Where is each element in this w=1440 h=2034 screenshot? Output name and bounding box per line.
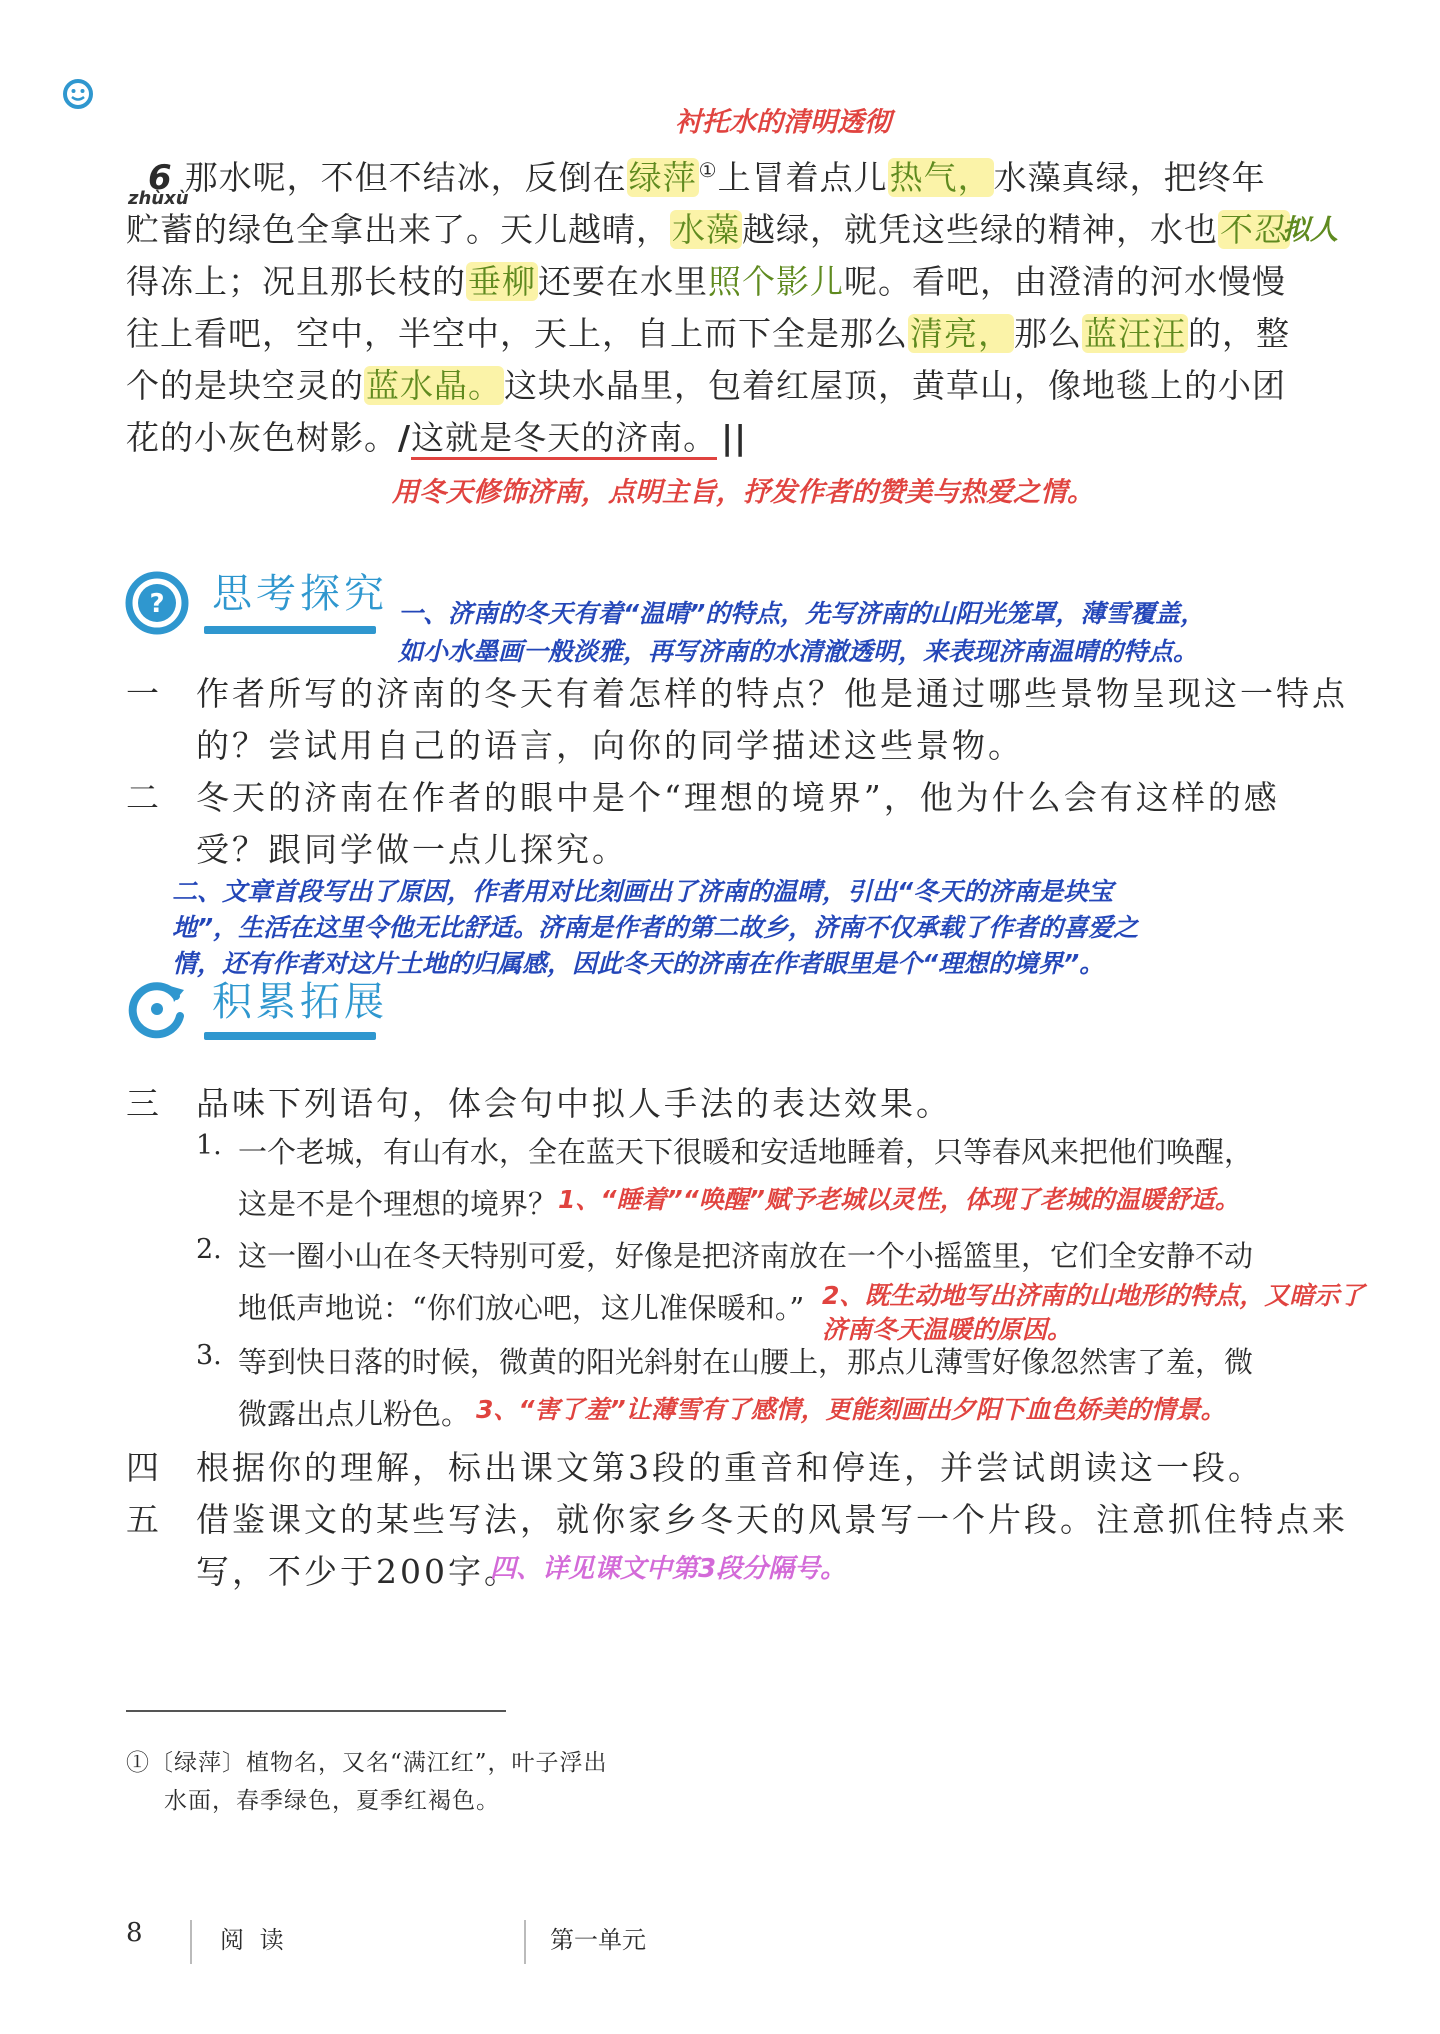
question-4-text: 根据你的理解，标出课文第3段的重音和停连，并尝试朗读这一段。 <box>196 1448 1264 1487</box>
text: 得冻上；况且那长枝的 <box>126 262 466 301</box>
text: 的，整 <box>1188 314 1290 353</box>
annotation-answer-2a: 二、文章首段写出了原因，作者用对比刻画出了济南的温晴，引出“冬天的济南是块宝 <box>172 877 1114 906</box>
highlight: 蓝水晶。 <box>366 366 502 405</box>
pinyin-annotation: zhùxù <box>128 188 189 209</box>
pause-mark: / <box>398 418 412 457</box>
text: 那水呢，不但不结冰，反倒在 <box>184 158 627 197</box>
question-1-line-1: 作者所写的济南的冬天有着怎样的特点？他是通过哪些景物呈现这一特点 <box>196 674 1348 713</box>
sentence-2-line-2: 地低声地说：“你们放心吧，这儿准保暖和。” <box>238 1291 805 1325</box>
page-number: 8 <box>126 1918 143 1948</box>
text: 花的小灰色树影。 <box>126 418 398 457</box>
paragraph-line-3 <box>126 256 1286 303</box>
annotation-under: 用冬天修饰济南，点明主旨，抒发作者的赞美与热爱之情。 <box>392 477 1094 508</box>
highlight: 蓝汪汪 <box>1084 314 1186 353</box>
text: 那么 <box>1014 314 1082 353</box>
underlined-text: 这就是冬天的济南。 <box>411 418 717 460</box>
question-icon <box>124 570 190 636</box>
annotation-answer-1b: 如小水墨画一般淡雅，再写济南的水清澈透明，来表现济南温晴的特点。 <box>398 637 1199 666</box>
sentence-1-line-2: 这是不是个理想的境界？ <box>238 1187 558 1221</box>
question-2-line-1: 冬天的济南在作者的眼中是个“理想的境界”，他为什么会有这样的感 <box>196 778 1280 817</box>
highlight: 水藻 <box>672 210 740 249</box>
section-title-think: 思考探究 <box>212 571 388 617</box>
section-underline <box>204 626 376 634</box>
highlight: 垂柳 <box>468 262 536 301</box>
sentence-3-line-2: 微露出点儿粉色。 <box>238 1397 471 1431</box>
text: 呢。看吧，由澄清的河水慢慢 <box>844 262 1286 301</box>
paragraph-line-4 <box>126 308 1290 355</box>
text: 水藻真绿，把终年 <box>993 158 1266 197</box>
paragraph-line-6 <box>126 412 747 459</box>
highlight: 不忍 <box>1220 210 1288 249</box>
question-3-text: 品味下列语句，体会句中拟人手法的表达效果。 <box>196 1084 952 1123</box>
green-text: 照个影儿 <box>708 262 844 301</box>
question-4-number: 四 <box>126 1448 163 1487</box>
annotation-answer-2b: 地”，生活在这里令他无比舒适。济南是作者的第二故乡，济南不仅承载了作者的喜爱之 <box>172 913 1139 942</box>
question-2-number: 二 <box>126 778 163 817</box>
sentence-3-number: 3. <box>196 1340 222 1371</box>
pause-mark: || <box>721 418 748 457</box>
annotation-answer-2c: 情，还有作者对这片土地的归属感，因此冬天的济南在作者眼里是个“理想的境界”。 <box>172 949 1105 978</box>
sentence-1-number: 1. <box>196 1130 222 1161</box>
text: 越绿，就凭这些绿的精神，水也 <box>742 210 1218 249</box>
text: 个的是块空灵的 <box>126 366 364 405</box>
highlight: 清亮， <box>910 314 1012 353</box>
annotation-sentence-1: 1、“睡着”“唤醒”赋予老城以灵性，体现了老城的温暖舒适。 <box>558 1185 1240 1214</box>
text: 往上看吧，空中，半空中，天上，自上而下全是那么 <box>126 314 908 353</box>
footer-divider <box>190 1920 192 1964</box>
question-3-number: 三 <box>126 1084 163 1123</box>
paragraph-line-2 <box>126 204 1290 251</box>
footnote-ref: ① <box>698 158 718 182</box>
annotation-sentence-3: 3、“害了羞”让薄雪有了感情，更能刻画出夕阳下血色娇美的情景。 <box>476 1395 1226 1424</box>
footer-divider <box>524 1920 526 1964</box>
annotation-top: 衬托水的清明透彻 <box>675 107 891 138</box>
text: 这块水晶里，包着红屋顶，黄草山，像地毯上的小团 <box>504 366 1286 405</box>
paragraph-line-5 <box>126 360 1286 407</box>
annotation-personification: 拟人 <box>1282 213 1339 246</box>
text: 还要在水里 <box>538 262 708 301</box>
highlight: 热气， <box>889 158 992 197</box>
question-2-line-2: 受？跟同学做一点儿探究。 <box>196 830 628 869</box>
sentence-2-number: 2. <box>196 1234 222 1265</box>
question-5-line-1: 借鉴课文的某些写法，就你家乡冬天的风景写一个片段。注意抓住特点来 <box>196 1500 1348 1539</box>
sentence-3-line-1: 等到快日落的时候，微黄的阳光斜射在山腰上，那点儿薄雪好像忽然害了羞，微 <box>238 1345 1254 1379</box>
footnote-rule <box>126 1710 506 1712</box>
annotation-sentence-2a: 2、既生动地写出济南的山地形的特点，又暗示了 <box>822 1281 1365 1310</box>
refresh-icon <box>124 976 190 1042</box>
annotation-sentence-2b: 济南冬天温暖的原因。 <box>822 1315 1073 1344</box>
footer-section: 阅 读 <box>220 1926 288 1954</box>
question-5-line-2: 写，不少于200字。 <box>196 1552 520 1591</box>
footnote-line-1: ①〔绿萍〕植物名，又名“满江红”，叶子浮出 <box>126 1750 608 1776</box>
text: 上冒着点儿 <box>717 158 888 197</box>
highlight: 绿萍 <box>628 158 697 197</box>
question-5-number: 五 <box>126 1500 163 1539</box>
footer-unit: 第一单元 <box>550 1926 646 1954</box>
annotation-answer-1a: 一、济南的冬天有着“温晴”的特点，先写济南的山阳光笼罩，薄雪覆盖， <box>398 599 1206 628</box>
section-underline <box>204 1032 376 1040</box>
footnote-line-2: 水面，春季绿色，夏季红褐色。 <box>164 1788 500 1814</box>
svg-text:?: ? <box>149 589 165 619</box>
question-1-number: 一 <box>126 674 163 713</box>
paragraph-line-1 <box>148 152 1266 199</box>
paragraph-number: 6 <box>148 158 173 198</box>
sentence-2-line-1: 这一圈小山在冬天特别可爱，好像是把济南放在一个小摇篮里，它们全安静不动 <box>238 1239 1254 1273</box>
question-1-line-2: 的？尝试用自己的语言，向你的同学描述这些景物。 <box>196 726 1024 765</box>
annotation-question-4: 四、详见课文中第3段分隔号。 <box>490 1554 847 1584</box>
section-title-expand: 积累拓展 <box>212 979 388 1025</box>
smiley-icon <box>62 78 94 110</box>
text: 贮蓄的绿色全拿出来了。天儿越晴， <box>126 210 670 249</box>
sentence-1-line-1: 一个老城，有山有水，全在蓝天下很暖和安适地睡着，只等春风来把他们唤醒， <box>238 1135 1254 1169</box>
